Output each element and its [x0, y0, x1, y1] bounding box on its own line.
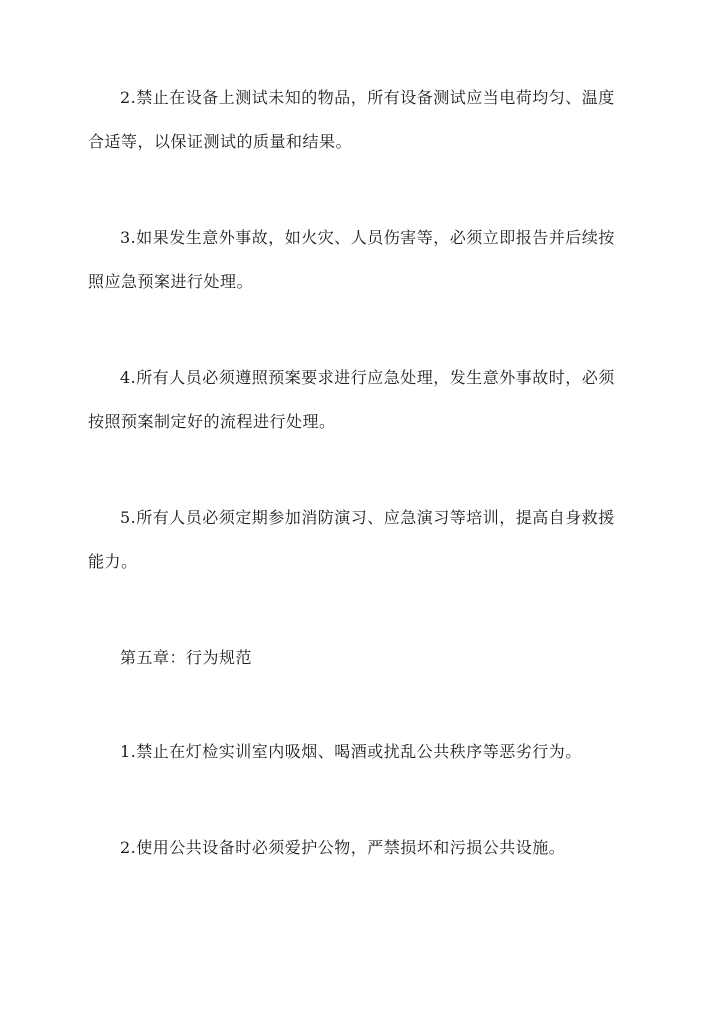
chapter-item-1: 1.禁止在灯检实训室内吸烟、喝酒或扰乱公共秩序等恶劣行为。	[120, 742, 582, 761]
chapter-heading: 第五章：行为规范	[120, 648, 253, 667]
paragraph-line: 照应急预案进行处理。	[88, 272, 254, 291]
chapter-item-2: 2.使用公共设备时必须爱护公物，严禁损坏和污损公共设施。	[120, 838, 566, 857]
paragraph-line: 2.禁止在设备上测试未知的物品，所有设备测试应当电荷均匀、温度	[120, 88, 615, 107]
paragraph-item-4	[88, 356, 648, 444]
paragraph-item-3	[88, 216, 648, 304]
paragraph-line: 能力。	[88, 552, 138, 571]
paragraph-line: 合适等，以保证测试的质量和结果。	[88, 132, 353, 151]
paragraph-line: 3.如果发生意外事故，如火灾、人员伤害等，必须立即报告并后续按	[120, 228, 615, 247]
paragraph-item-5	[88, 496, 648, 584]
paragraph-line: 5.所有人员必须定期参加消防演习、应急演习等培训，提高自身救援	[120, 508, 615, 527]
paragraph-line: 按照预案制定好的流程进行处理。	[88, 412, 336, 431]
paragraph-line: 4.所有人员必须遵照预案要求进行应急处理，发生意外事故时，必须	[120, 368, 615, 387]
paragraph-item-2	[88, 76, 648, 164]
